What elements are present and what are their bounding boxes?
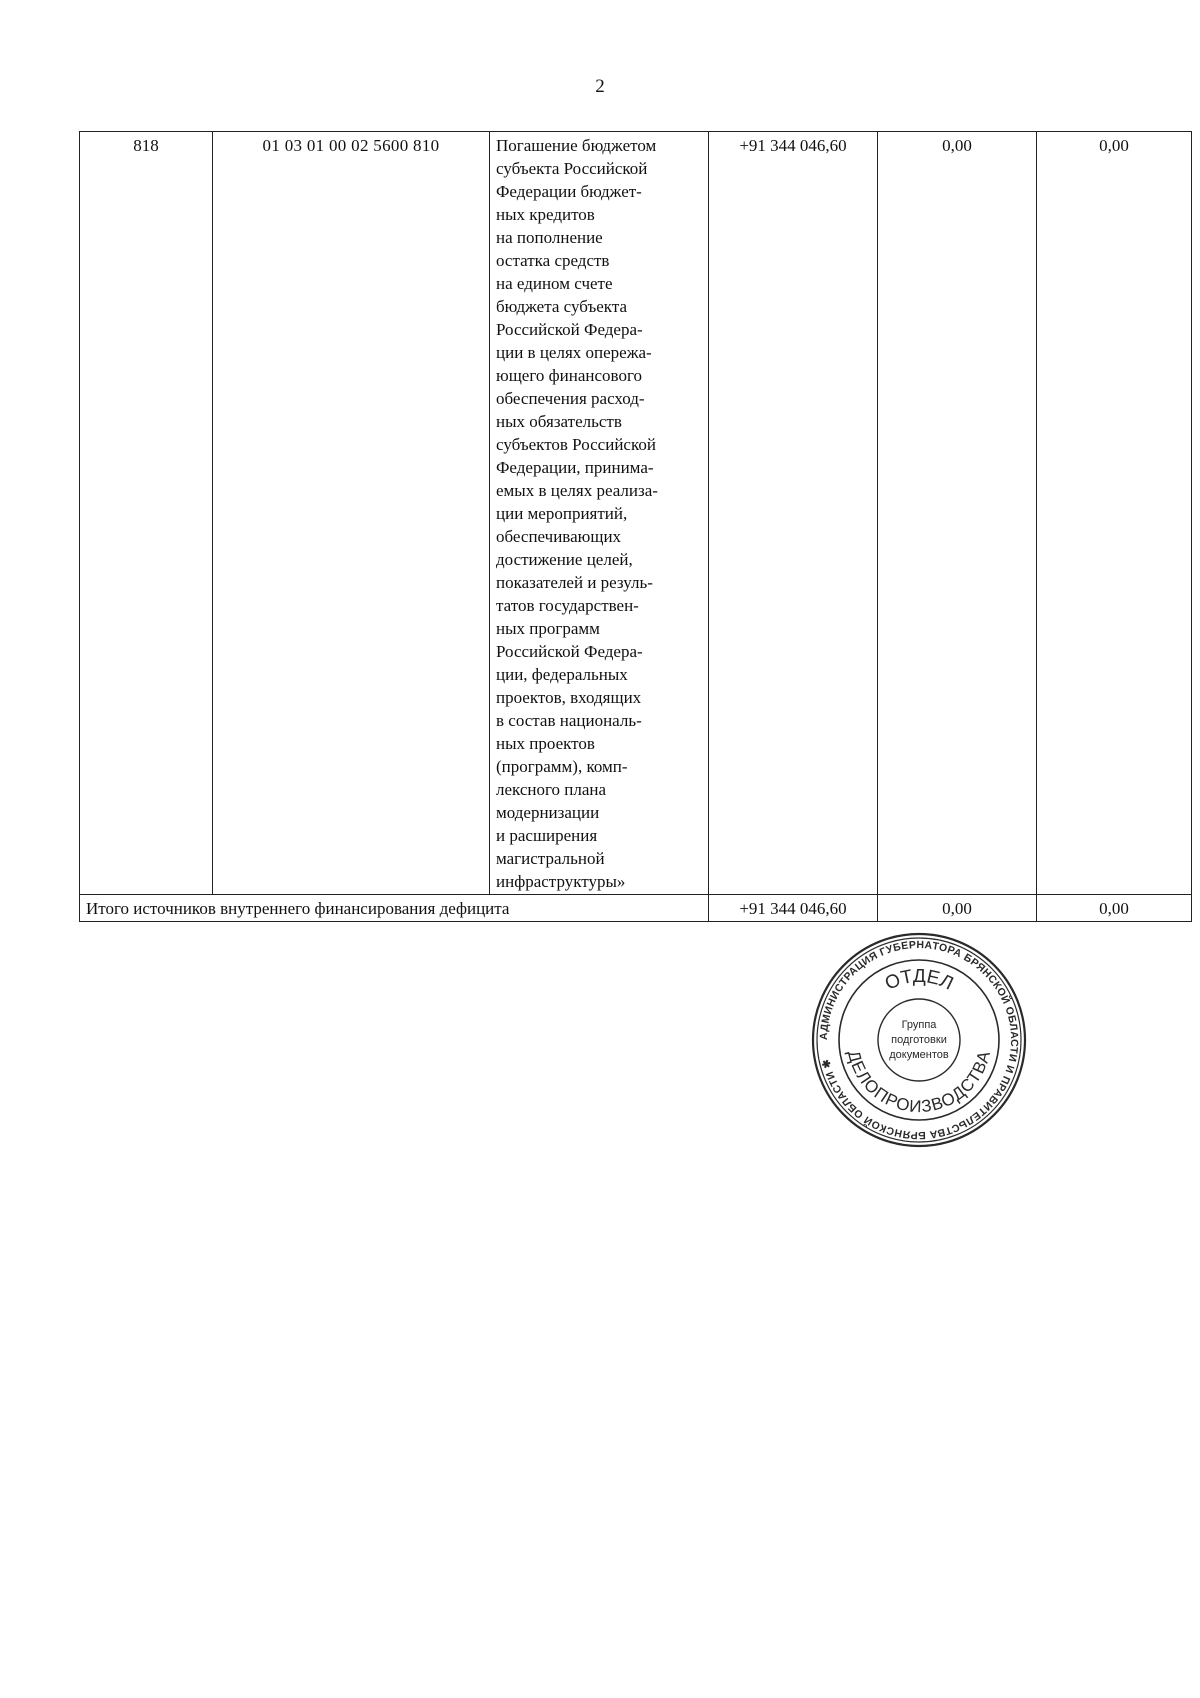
- stamp-outer-text: АДМИНИСТРАЦИЯ ГУБЕРНАТОРА БРЯНСКОЙ ОБЛАСТИ И ПРАВИТЕЛЬСТВА БРЯНСКОЙ ОБЛАСТИ ✱: [817, 938, 1021, 1142]
- description-line: остатка средств: [496, 251, 610, 270]
- description-line: ных обязательств: [496, 412, 622, 431]
- total-label: Итого источников внутреннего финансирования дефицита: [80, 895, 709, 922]
- description-line: ции мероприятий,: [496, 504, 628, 523]
- stamp-top-word: ОТДЕЛ: [881, 965, 957, 995]
- description-line: Российской Федера-: [496, 320, 643, 339]
- description-line: в состав националь-: [496, 711, 642, 730]
- total-row: [80, 895, 1192, 922]
- stamp-center-line-3: документов: [889, 1049, 949, 1061]
- description-line: на пополнение: [496, 228, 603, 247]
- description-line: субъектов Российской: [496, 435, 656, 454]
- description-line: Федерации бюджет-: [496, 182, 642, 201]
- description-line: ции в целях опережа-: [496, 343, 652, 362]
- description-line: (программ), комп-: [496, 757, 628, 776]
- description-line: лексного плана: [496, 780, 607, 799]
- table-row: [80, 132, 1192, 895]
- admin-code-cell: 818: [80, 132, 213, 895]
- total-amount-cell: +91 344 046,60: [709, 895, 878, 922]
- value-2-cell: 0,00: [878, 132, 1037, 895]
- description-line: на едином счете: [496, 274, 613, 293]
- description-line: магистральной: [496, 849, 605, 868]
- description-line: ных кредитов: [496, 205, 595, 224]
- description-line: субъекта Российской: [496, 159, 648, 178]
- description-cell: [490, 132, 709, 895]
- total-value-3-cell: 0,00: [1037, 895, 1192, 922]
- description-line: бюджета субъекта: [496, 297, 628, 316]
- official-stamp: [809, 930, 1029, 1150]
- description-line: показателей и резуль-: [496, 573, 653, 592]
- stamp-bottom-word: ДЕЛОПРОИЗВОДСТВА: [843, 1048, 995, 1117]
- kbk-code-cell: 01 03 01 00 02 5600 810: [213, 132, 490, 895]
- description-line: инфраструктуры»: [496, 872, 626, 891]
- description-line: обеспечения расход-: [496, 389, 645, 408]
- description-line: достижение целей,: [496, 550, 633, 569]
- description-line: Федерации, принима-: [496, 458, 654, 477]
- description-line: ющего финансового: [496, 366, 642, 385]
- amount-cell: +91 344 046,60: [709, 132, 878, 895]
- description-line: ции, федеральных: [496, 665, 628, 684]
- description-line: проектов, входящих: [496, 688, 642, 707]
- value-3-cell: 0,00: [1037, 132, 1192, 895]
- description-line: Погашение бюджетом: [496, 136, 657, 155]
- budget-sources-table: [79, 131, 1192, 922]
- description-line: обеспечивающих: [496, 527, 622, 546]
- description-line: ных проектов: [496, 734, 595, 753]
- stamp-center-line-1: Группа: [901, 1019, 937, 1031]
- description-line: ных программ: [496, 619, 600, 638]
- description-line: емых в целях реализа-: [496, 481, 658, 500]
- stamp-center-line-2: подготовки: [891, 1034, 947, 1046]
- description-line: и расширения: [496, 826, 598, 845]
- description-line: модернизации: [496, 803, 600, 822]
- stamp-seal-graphic: [809, 930, 1029, 1150]
- description-line: татов государствен-: [496, 596, 639, 615]
- total-value-2-cell: 0,00: [878, 895, 1037, 922]
- description-line: Российской Федера-: [496, 642, 643, 661]
- page-number: 2: [595, 76, 605, 97]
